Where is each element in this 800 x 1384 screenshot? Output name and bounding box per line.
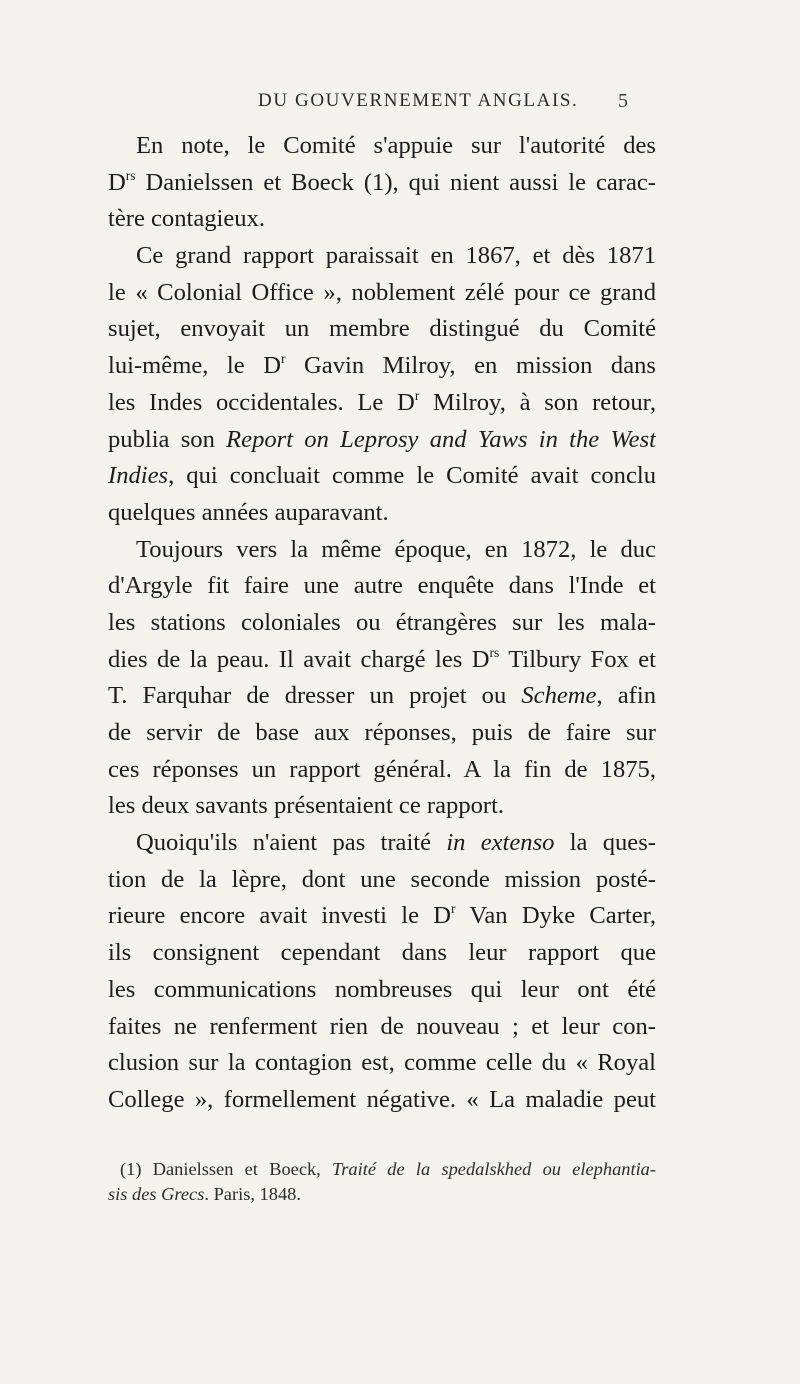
text-line — [108, 605, 656, 642]
text-span: Toujours vers la même époque, en 1872, le duc — [136, 535, 656, 563]
text-line — [108, 311, 656, 348]
text-line — [108, 532, 656, 569]
text-line — [108, 898, 656, 935]
text-span: Quoiqu'ils n'aient pas traité — [136, 829, 447, 857]
italic-title: Report on Leprosy and Yaws in the West — [226, 425, 656, 453]
text-span: lui-même, le D — [108, 352, 281, 380]
text-span: la ques- — [554, 829, 656, 857]
running-title: DU GOUVERNEMENT ANGLAIS. — [258, 90, 579, 111]
italic-word: Scheme — [521, 682, 597, 710]
text-span: les Indes occidentales. Le D — [108, 388, 415, 416]
superscript: r — [280, 350, 286, 366]
italic-title: Indies — [108, 462, 169, 490]
text-span: rieure encore avait investi le D — [108, 902, 452, 930]
text-span: College », formellement négative. « La maladie peut — [108, 1085, 656, 1113]
text-span: de servir de base aux réponses, puis de faire sur — [108, 719, 656, 746]
text-line — [108, 825, 656, 862]
text-span: Van Dyke Carter, — [455, 902, 656, 930]
text-line — [108, 1009, 656, 1046]
text-span: ils consignent cependant dans leur rapport que — [108, 939, 656, 967]
text-span: les communications nombreuses qui leur ont été — [108, 975, 656, 1003]
text-line — [108, 1082, 656, 1119]
text-span: sujet, envoyait un membre distingué du Comité — [108, 315, 656, 343]
text-span: Ce grand rapport paraissait en 1867, et dès 1871 — [136, 242, 656, 270]
text-span: D — [108, 168, 126, 196]
text-span: , afin — [596, 682, 656, 710]
superscript: r — [414, 387, 420, 403]
text-span: tion de la lèpre, dont une seconde mission posté- — [108, 865, 656, 893]
superscript: r — [451, 901, 456, 917]
running-head — [0, 90, 800, 120]
text-span: Milroy, à son retour, — [419, 388, 656, 416]
text-line — [108, 972, 656, 1009]
italic-title: sis des Grecs — [108, 1184, 205, 1204]
text-span: ces réponses un rapport général. A la fin de 1875, — [108, 755, 656, 783]
text-span: , qui concluait comme le Comité avait conclu — [168, 462, 656, 490]
superscript: rs — [489, 644, 500, 660]
text-line — [108, 568, 656, 605]
body-text — [108, 128, 656, 1119]
text-line — [108, 788, 656, 825]
footnote — [108, 1157, 656, 1207]
text-line — [108, 201, 656, 238]
text-line — [108, 128, 656, 165]
footnote-line — [108, 1157, 656, 1182]
text-line — [108, 1045, 656, 1082]
text-span: . Paris, 1848. — [204, 1184, 301, 1204]
text-line — [108, 165, 656, 202]
text-span: clusion sur la contagion est, comme celle du « Royal — [108, 1049, 656, 1077]
text-span: (1) Danielssen et Boeck, — [120, 1159, 333, 1179]
text-line — [108, 495, 656, 532]
text-span: T. Farquhar de dresser un projet ou — [108, 682, 522, 710]
text-span: le « Colonial Office », noblement zélé pour ce grand — [108, 278, 656, 306]
text-line — [108, 275, 656, 312]
text-line — [108, 752, 656, 789]
text-span: quelques années auparavant. — [108, 498, 389, 526]
text-line — [108, 715, 656, 752]
text-span: les stations coloniales ou étrangères sur les mala- — [108, 608, 656, 636]
text-span: Tilbury Fox et — [499, 645, 656, 673]
text-line — [108, 678, 656, 715]
text-span: dies de la peau. Il avait chargé les D — [108, 645, 490, 673]
text-span: d'Argyle fit faire une autre enquête dans l'Inde et — [108, 572, 656, 600]
text-line — [108, 348, 656, 385]
text-line — [108, 238, 656, 275]
footnote-line — [108, 1182, 656, 1207]
text-span: faites ne renferment rien de nouveau ; et leur con- — [108, 1012, 656, 1040]
superscript: rs — [125, 167, 136, 183]
italic-word: in extenso — [446, 829, 555, 857]
text-line — [108, 862, 656, 899]
text-line — [108, 385, 656, 422]
text-line — [108, 935, 656, 972]
text-span: Danielssen et Boeck (1), qui nient aussi le carac- — [135, 168, 656, 196]
text-line — [108, 642, 656, 679]
text-span: tère contagieux. — [108, 205, 266, 233]
text-span: publia son — [108, 425, 227, 453]
text-span: les deux savants présentaient ce rapport. — [108, 792, 505, 820]
text-line — [108, 422, 656, 459]
text-span: En note, le Comité s'appuie sur l'autorité des — [136, 132, 656, 159]
text-span: Gavin Milroy, en mission dans — [285, 352, 656, 380]
italic-title: Traité de la spedalskhed ou elephantia- — [332, 1159, 656, 1179]
page-number: 5 — [618, 90, 628, 112]
text-line — [108, 458, 656, 495]
